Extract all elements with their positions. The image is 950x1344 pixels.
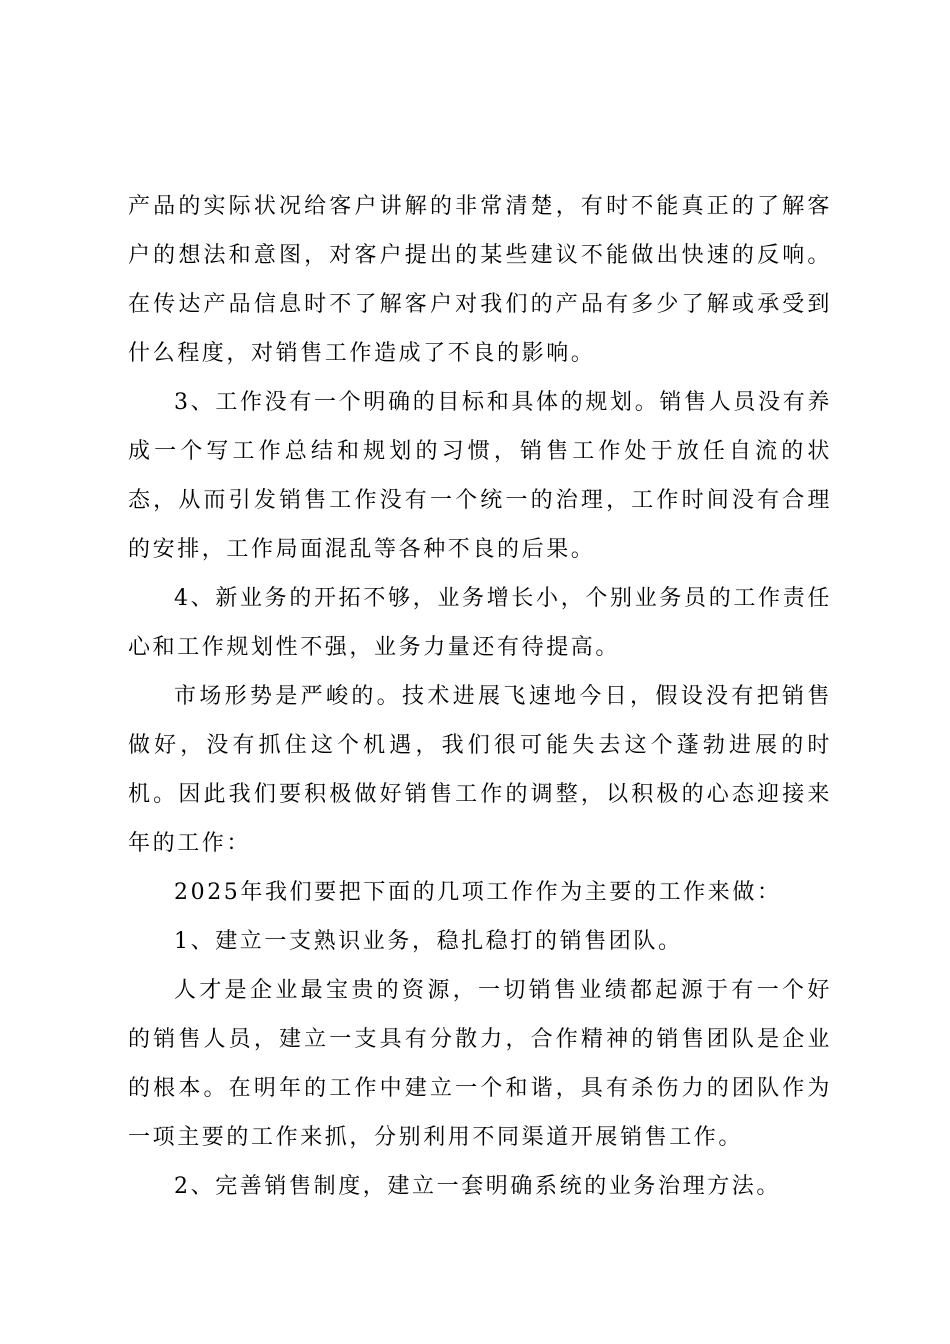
paragraph-continued: 产品的实际状况给客户讲解的非常清楚，有时不能真正的了解客户的想法和意图，对客户提出的某些建议不能做出快速的反响。在传达产品信息时不了解客户对我们的产品有多少了解或承受到什么程度，对销售工作造成了不良的影响。 (128, 194, 832, 366)
document-body (128, 182, 832, 1211)
paragraph-item-4: 4、新业务的开拓不够，业务增长小，个别业务员的工作责任心和工作规划性不强，业务力量还有待提高。 (128, 586, 832, 660)
paragraph-market: 市场形势是严峻的。技术进展飞速地今日，假设没有把销售做好，没有抓住这个机遇，我们很可能失去这个蓬勃进展的时机。因此我们要积极做好销售工作的调整，以积极的心态迎接来年的工作： (128, 684, 832, 856)
paragraph-item-3: 3、工作没有一个明确的目标和具体的规划。销售人员没有养成一个写工作总结和规划的习惯，销售工作处于放任自流的状态，从而引发销售工作没有一个统一的治理，工作时间没有合理的安排，工作局面混乱等各种不良的后果。 (128, 390, 832, 562)
paragraph-plan-1: 1、建立一支熟识业务，稳扎稳打的销售团队。 (174, 929, 683, 954)
paragraph-plan-2: 2、完善销售制度，建立一套明确系统的业务治理方法。 (174, 1174, 781, 1199)
paragraph-talent: 人才是企业最宝贵的资源，一切销售业绩都起源于有一个好的销售人员，建立一支具有分散力，合作精神的销售团队是企业的根本。在明年的工作中建立一个和谐，具有杀伤力的团队作为一项主要的工作来抓，分别利用不同渠道开展销售工作。 (128, 978, 832, 1150)
paragraph-plan-intro: 2025年我们要把下面的几项工作作为主要的工作来做： (174, 880, 782, 905)
